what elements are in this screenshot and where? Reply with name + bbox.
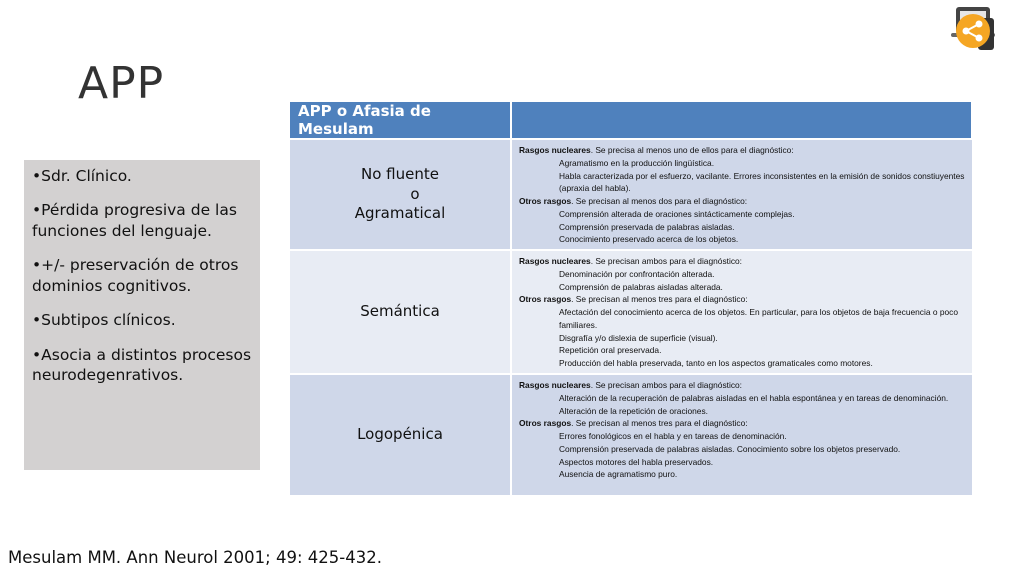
core-features-label: Rasgos nucleares	[519, 145, 591, 155]
summary-panel	[24, 160, 260, 470]
bullet-item: •+/- preservación de otros dominios cognitivos.	[32, 256, 239, 295]
subtype-label: Logopénica	[357, 425, 443, 444]
subtype-label: Semántica	[360, 302, 440, 321]
table-row	[290, 139, 972, 250]
core-features-label: Rasgos nucleares	[519, 380, 591, 391]
subtype-label: No fluente	[361, 164, 439, 183]
core-features-text: . Se precisa al menos uno de ellos para el diagnóstico:	[590, 145, 794, 155]
core-features-line	[519, 255, 966, 268]
criteria-item: Disgrafía y/o dislexia de superficie (visual).	[559, 332, 718, 343]
table-row	[290, 250, 972, 374]
bullet-item: •Sdr. Clínico.	[32, 167, 132, 185]
criteria-item: Conocimiento preservado acerca de los objetos.	[559, 234, 739, 245]
other-features-line	[519, 293, 966, 306]
subtype-cell	[290, 374, 511, 495]
table-header-title: APP o Afasia de Mesulam	[290, 102, 511, 139]
subtype-cell	[290, 250, 511, 374]
citation: Mesulam MM. Ann Neurol 2001; 49: 425-432.	[8, 548, 382, 567]
slide-title: APP	[78, 58, 165, 109]
criteria-item: Producción del habla preservada, tanto en los aspectos gramaticales como motores.	[559, 358, 873, 369]
table-header-row	[290, 102, 972, 139]
criteria-item: Alteración de la recuperación de palabras aisladas en el habla espontánea y en tareas de denominación.	[559, 392, 949, 403]
other-features-text: . Se precisan al menos tres para el diagnóstico:	[571, 294, 748, 305]
core-features-text: . Se precisan ambos para el diagnóstico:	[590, 256, 742, 267]
criteria-item: Errores fonológicos en el habla y en tareas de denominación.	[559, 431, 787, 442]
subtype-label: o	[410, 184, 420, 203]
criteria-cell	[511, 250, 972, 374]
bullet-list	[32, 166, 254, 386]
other-features-label: Otros rasgos	[519, 294, 572, 305]
other-features-text: . Se precisan al menos dos para el diagnóstico:	[571, 196, 748, 207]
criteria-item: Agramatismo en la producción lingüística.	[559, 157, 715, 168]
core-features-label: Rasgos nucleares	[519, 256, 591, 267]
table-row	[290, 374, 972, 495]
share-network-icon	[948, 4, 1000, 56]
criteria-item: Comprensión de palabras aisladas alterada.	[559, 281, 723, 292]
criteria-item: Denominación por confrontación alterada.	[559, 268, 715, 279]
criteria-item: Aspectos motores del habla preservados.	[559, 456, 714, 467]
criteria-item: Comprensión alterada de oraciones sintácticamente complejas.	[559, 208, 795, 219]
other-features-line	[519, 417, 966, 430]
criteria-item: Alteración de la repetición de oraciones.	[559, 405, 708, 416]
other-features-text: . Se precisan al menos tres para el diagnóstico:	[571, 418, 748, 429]
criteria-item: Comprensión preservada de palabras aisladas. Conocimiento sobre los objetos preservado.	[559, 443, 901, 454]
bullet-item: •Asocia a distintos procesos neurodegenrativos.	[32, 345, 252, 385]
aphasia-table	[290, 102, 973, 495]
core-features-text: . Se precisan ambos para el diagnóstico:	[590, 380, 742, 391]
criteria-item: Afectación del conocimiento acerca de los objetos. En particular, para los objetos de baja frecuencia o poco familiares.	[559, 307, 958, 330]
core-features-line	[519, 144, 966, 157]
criteria-item: Ausencia de agramatismo puro.	[559, 469, 678, 480]
other-features-line	[519, 195, 966, 208]
criteria-item: Repetición oral preservada.	[559, 345, 662, 356]
criteria-cell	[511, 374, 972, 495]
criteria-item: Comprensión preservada de palabras aisladas.	[559, 221, 735, 232]
other-features-label: Otros rasgos	[519, 418, 572, 429]
criteria-item: Habla caracterizada por el esfuerzo, vacilante. Errores inconsistentes en la emisión de sonidos constiuyentes (apraxia del habla).	[559, 170, 965, 194]
criteria-cell	[511, 139, 972, 250]
bullet-item: •Subtipos clínicos.	[32, 311, 176, 330]
other-features-label: Otros rasgos	[519, 196, 572, 207]
core-features-line	[519, 379, 966, 392]
subtype-label: Agramatical	[354, 204, 446, 223]
subtype-cell	[290, 139, 511, 250]
bullet-item: •Pérdida progresiva de las funciones del lenguaje.	[32, 201, 237, 240]
table-header-empty	[511, 102, 972, 139]
